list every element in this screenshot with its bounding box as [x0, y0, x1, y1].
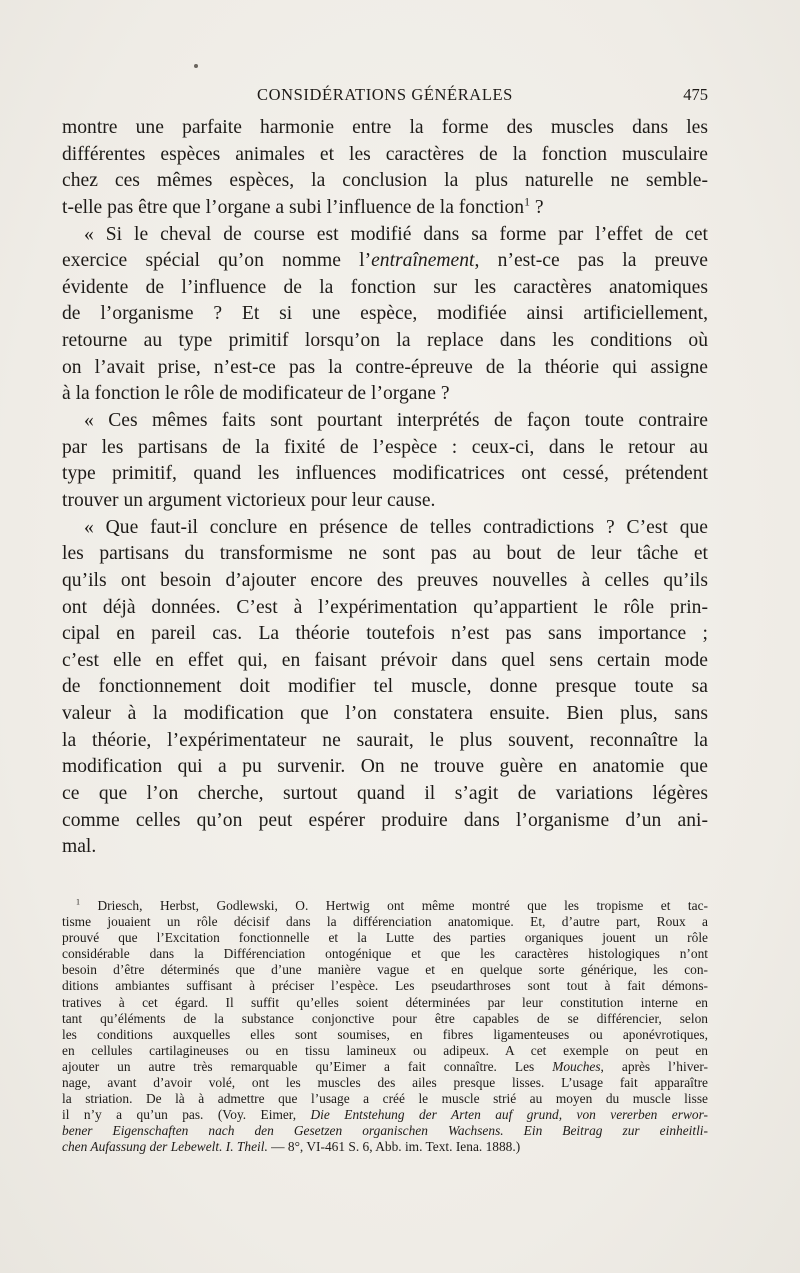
page-number: 475 — [683, 85, 708, 104]
main-text — [62, 115, 708, 861]
footnote-line: nage, avant d’avoir volé, ont les muscles des ailes presque lisses. L’usage fait apparaître — [62, 1075, 708, 1091]
text-line: de fonctionnement doit modifier tel muscle, donne presque toute sa — [62, 676, 708, 698]
footnote-line: tisme jouaient un rôle décisif dans la différenciation anatomique. Et, d’autre part, Roux a — [62, 914, 708, 930]
footnote-line: la striation. De là à admettre que l’usage a créé le muscle strié au moyen du muscle lisse — [62, 1091, 708, 1107]
text-line: à la fonction le rôle de modificateur de l’organe ? — [62, 383, 450, 405]
text-line: chez ces mêmes espèces, la conclusion la plus naturelle ne semble- — [62, 170, 708, 192]
page-header — [62, 83, 708, 107]
text-line: ont déjà données. C’est à l’expérimentation qu’appartient le rôle prin- — [62, 596, 708, 618]
text-line: évidente de l’influence de la fonction sur les caractères anatomiques — [62, 276, 708, 298]
text-segment: Driesch, Herbst, Godlewski, O. Hertwig ont même montré que les tropisme et tac- — [80, 898, 708, 913]
text-segment: — 8°, VI-461 S. 6, Abb. im. Text. Iena. 1888.) — [267, 1139, 521, 1155]
text-line: montre une parfaite harmonie entre la forme des muscles dans les — [62, 117, 708, 138]
text-line: différentes espèces animales et les caractères de la fonction musculaire — [62, 143, 708, 165]
italic-citation: chen Aufassung der Lebewelt. I. Theil. — [62, 1139, 268, 1155]
text-line: « Si le cheval de course est modifié dans sa forme par l’effet de cet — [84, 223, 708, 245]
text-line — [62, 248, 708, 275]
text-segment: , n’est-ce pas la preuve — [474, 250, 708, 272]
text-line: de l’organisme ? Et si une espèce, modifiée ainsi artificiellement, — [62, 303, 708, 325]
text-segment: , après l’hiver- — [600, 1058, 708, 1074]
footnote-line: considérable dans la Différenciation ontogénique et que les caractères histologiques n’ont — [62, 946, 708, 962]
text-segment: ajouter un autre très remarquable qu’Eimer a fait connaître. Les — [62, 1058, 553, 1074]
italic-term: entraînement — [371, 250, 475, 272]
footnote-ref: 1 — [524, 195, 530, 209]
text-line: valeur à la modification que l’on constatera ensuite. Bien plus, sans — [62, 703, 708, 725]
footnotes — [62, 898, 708, 1156]
text-line: retourne au type primitif lorsqu’on la replace dans les conditions où — [62, 330, 708, 352]
footnote-line — [62, 898, 708, 914]
footnote-marker: 1 — [76, 898, 81, 907]
text-line: trouver un argument victorieux pour leur cause. — [62, 489, 436, 511]
footnote-line: tratives à cet égard. Il suffit qu’elles soient déterminées par leur constitution interne en — [62, 994, 708, 1010]
text-line: par les partisans de la fixité de l’espèce : ceux-ci, dans le retour au — [62, 436, 708, 458]
footnote-line: les conditions auxquelles elles sont soumises, en fibres ligamenteuses ou aponévrotiques, — [62, 1026, 708, 1042]
text-line: mal. — [62, 836, 97, 858]
text-line — [62, 195, 708, 222]
italic-term: Mouches — [552, 1058, 601, 1074]
text-segment: il n’y a qu’un pas. (Voy. Eimer, — [62, 1107, 311, 1123]
footnote-line — [62, 1139, 708, 1155]
italic-citation: Die Entstehung der Arten auf grund, von vererben erwor- — [310, 1107, 708, 1123]
text-line: modification qui a pu survenir. On ne trouve guère en anatomie que — [62, 756, 708, 778]
footnote-line: prouvé que l’Excitation fonctionnelle et la Lutte des parties organiques jouent un rôle — [62, 930, 708, 946]
text-line: c’est elle en effet qui, en faisant prévoir dans quel sens certain mode — [62, 649, 708, 671]
text-segment: t-elle pas être que l’organe a subi l’influence de la fonction — [62, 196, 525, 218]
text-line: cipal en pareil cas. La théorie toutefois n’est pas sans importance ; — [62, 623, 708, 645]
text-line: ce que l’on cherche, surtout quand il s’agit de variations légères — [62, 783, 708, 805]
footnote-line — [62, 1123, 708, 1139]
footnote-line — [62, 1059, 708, 1075]
text-segment: exercice spécial qu’on nomme l’ — [62, 250, 372, 272]
footnote-line: besoin d’être déterminés que d’une manière vague et en quelque sorte générique, les con- — [62, 962, 708, 978]
italic-citation: bener Eigenschaften nach den Gesetzen organischen Wachsens. Ein Beitrag zur einheitli- — [62, 1123, 708, 1139]
running-title: CONSIDÉRATIONS GÉNÉRALES — [257, 85, 513, 104]
text-line: comme celles qu’on peut espérer produire dans l’organisme d’un ani- — [62, 809, 708, 831]
footnote-line — [62, 1107, 708, 1123]
text-segment: ? — [529, 196, 544, 218]
text-line: type primitif, quand les influences modificatrices ont cessé, prétendent — [62, 463, 708, 485]
text-line: on l’avait prise, n’est-ce pas la contre-épreuve de la théorie qui assigne — [62, 356, 708, 378]
text-line: « Ces mêmes faits sont pourtant interprétés de façon toute contraire — [84, 410, 708, 432]
print-speck — [194, 64, 198, 68]
text-line: qu’ils ont besoin d’ajouter encore des preuves nouvelles à celles qu’ils — [62, 569, 708, 591]
text-line: la théorie, l’expérimentateur ne saurait, le plus souvent, reconnaître la — [62, 729, 708, 751]
text-line: les partisans du transformisme ne sont pas au bout de leur tâche et — [62, 543, 708, 565]
footnote-line: tant qu’éléments de la substance conjonctive pour être capables de se différencier, selon — [62, 1010, 708, 1026]
footnote-line: ditions ambiantes suffisant à préciser l’espèce. Les pseudarthroses sont tout à fait démons- — [62, 978, 708, 994]
footnote-line: en cellules cartilagineuses ou en tissu lamineux ou adipeux. A cet exemple on peut en — [62, 1042, 708, 1058]
text-line: « Que faut-il conclure en présence de telles contradictions ? C’est que — [84, 516, 708, 538]
